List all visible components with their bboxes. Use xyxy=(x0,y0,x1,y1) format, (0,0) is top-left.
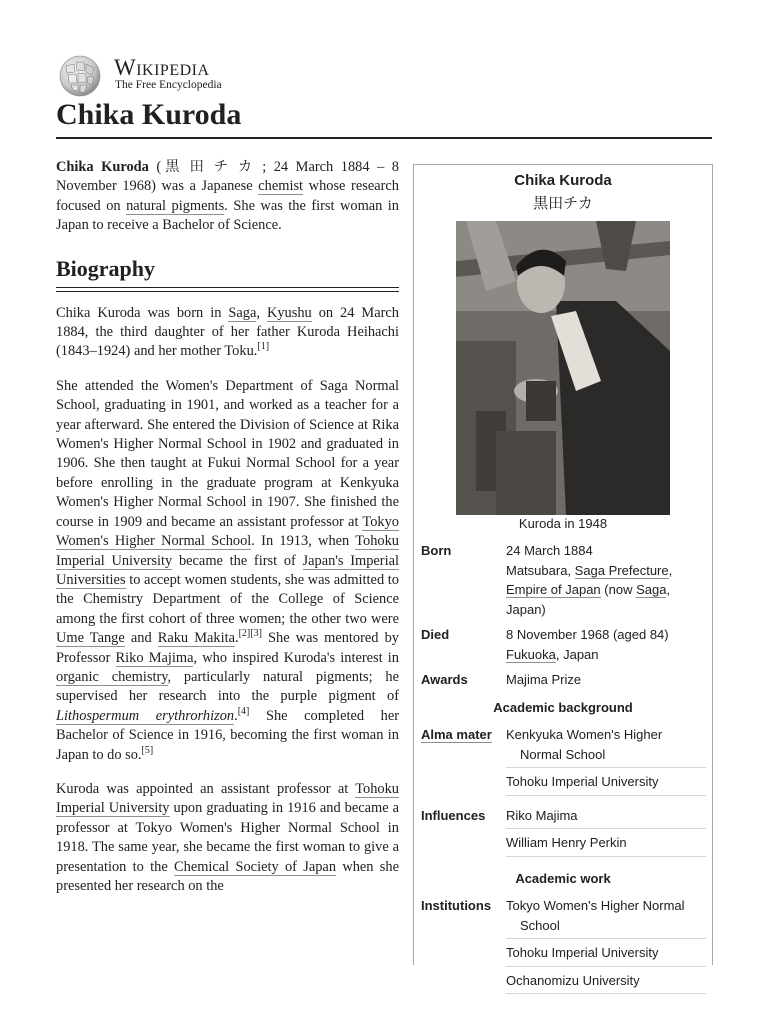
paragraph-text: when she presented her research on the xyxy=(56,858,399,894)
link-saga[interactable]: Saga xyxy=(228,304,257,321)
section-divider xyxy=(56,287,399,292)
lead-text: whose research focused on xyxy=(56,178,399,214)
link-fukuoka[interactable]: Fukuoka xyxy=(506,646,556,662)
native-name: 黒田チカ xyxy=(161,159,263,175)
infobox-label: Awards xyxy=(421,672,468,687)
infobox-section-academic-work: Academic work xyxy=(515,870,611,886)
reference-4[interactable]: [4] xyxy=(237,705,250,717)
infobox-label: Died xyxy=(421,627,450,642)
link-riko-majima[interactable]: Riko Majima xyxy=(506,806,706,830)
title-divider xyxy=(56,137,712,139)
paragraph-text: Kuroda was appointed an assistant professor at xyxy=(56,780,356,797)
lead-text: . She was the first woman in Japan to receive a Bachelor of Science. xyxy=(56,197,400,234)
section-heading-biography: Biography xyxy=(56,255,156,281)
alma-mater-item: Kenkyuka Women's Higher Normal School xyxy=(506,725,706,768)
infobox-value: Majima Prize xyxy=(506,672,582,687)
wikipedia-wordmark[interactable]: Wikipedia xyxy=(114,55,210,80)
paragraph-text: . In 1913, when xyxy=(251,533,356,550)
link-alma-mater[interactable]: Alma mater xyxy=(421,727,492,742)
paragraph-text: She was mentored by Professor xyxy=(56,630,399,666)
value-text: , xyxy=(666,582,671,597)
born-place xyxy=(506,580,706,600)
infobox-label: Born xyxy=(421,543,452,558)
link-empire-of-japan[interactable]: Empire of Japan xyxy=(506,582,601,597)
link-riko-majima[interactable]: Riko Majima xyxy=(115,649,194,666)
infobox-value xyxy=(506,725,712,800)
reference-5[interactable]: [5] xyxy=(141,744,154,756)
died-place xyxy=(506,645,706,665)
wikipedia-globe-logo[interactable] xyxy=(56,54,106,98)
link-tohoku-imperial-university[interactable]: Tohoku Imperial University xyxy=(56,780,399,817)
value-text: Matsubara, xyxy=(506,562,575,578)
value-text: (now xyxy=(600,582,637,597)
link-lithospermum[interactable]: Lithospermum erythrorhizon xyxy=(56,707,235,724)
infobox-row-institutions xyxy=(414,894,712,1002)
link-kyushu[interactable]: Kyushu xyxy=(266,304,312,321)
lead-bold-name: Chika Kuroda xyxy=(56,159,149,175)
paragraph-text: . xyxy=(234,707,238,724)
paragraph-text: , xyxy=(256,304,267,321)
value-text: , Japan xyxy=(555,646,599,662)
article-body xyxy=(56,158,399,911)
paragraph-text: Chika Kuroda was born in xyxy=(56,304,229,321)
reference-2-3[interactable]: [2][3] xyxy=(238,628,262,640)
infobox-name: Chika Kuroda xyxy=(514,172,612,189)
paragraph-text: She completed her Bachelor of Science in 1916, becoming the first woman in Japan to do so. xyxy=(56,707,399,763)
paragraph-text: became the first of xyxy=(172,552,303,569)
link-natural-pigments[interactable]: natural pigments xyxy=(126,197,225,214)
infobox-label: Influences xyxy=(421,807,486,823)
link-saga-prefecture[interactable]: Saga Prefecture xyxy=(574,562,669,578)
reference-1[interactable]: [1] xyxy=(257,341,270,353)
infobox-photo[interactable] xyxy=(456,221,670,515)
biography-paragraph-2 xyxy=(56,377,399,765)
infobox-row-awards xyxy=(414,668,712,694)
link-saga[interactable]: Saga xyxy=(636,582,667,597)
biography-paragraph-3 xyxy=(56,780,399,896)
infobox-value xyxy=(506,896,712,998)
infobox-label xyxy=(414,725,506,800)
paragraph-text: , who inspired Kuroda's interest in xyxy=(193,649,399,666)
link-tokyo-womens-higher-normal-school[interactable]: Tokyo Women's Higher Normal School xyxy=(56,513,399,550)
born-place xyxy=(506,561,706,581)
paragraph-text: and xyxy=(124,630,158,647)
died-date: 8 November 1968 (aged 84) xyxy=(506,627,669,642)
infobox-row-alma-mater xyxy=(414,723,712,804)
infobox-row-born xyxy=(414,539,712,623)
born-place: Japan) xyxy=(506,601,546,617)
infobox-row-influences xyxy=(414,804,712,865)
link-organic-chemistry[interactable]: organic chemistry xyxy=(56,668,168,685)
infobox-native-name: 黒田チカ xyxy=(533,195,593,212)
paragraph-text: She attended the Women's Department of Saga Normal School, graduating in 1901, and worked as a teacher for a year afterward. She entered the Division of Science at Rika Women's Higher Normal School in 1902 and graduated in 1906. She then taught at Fukui Normal School for a year before enrolling in the graduate program at Kenkyuka Women's Higher Normal School in 1907. She finished the course in 1909 and became an assistant professor at xyxy=(56,377,399,530)
infobox xyxy=(413,164,713,988)
link-raku-makita[interactable]: Raku Makita xyxy=(157,630,235,647)
infobox-label: Institutions xyxy=(421,898,492,913)
wikipedia-tagline: The Free Encyclopedia xyxy=(115,79,222,91)
link-william-henry-perkin[interactable]: William Henry Perkin xyxy=(506,833,706,857)
infobox-row-died xyxy=(414,623,712,668)
infobox-value xyxy=(506,625,712,664)
link-chemist[interactable]: chemist xyxy=(258,178,304,195)
link-ochanomizu-university[interactable]: Ochanomizu University xyxy=(506,971,706,995)
infobox-value xyxy=(506,806,712,861)
lead-paragraph xyxy=(56,158,399,236)
link-ume-tange[interactable]: Ume Tange xyxy=(56,630,125,647)
link-chemical-society-of-japan[interactable]: Chemical Society of Japan xyxy=(174,858,337,875)
biography-paragraph-1 xyxy=(56,304,399,362)
infobox-photo-caption: Kuroda in 1948 xyxy=(518,516,608,531)
alma-mater-item: Tohoku Imperial University xyxy=(506,772,706,796)
institution-item: Tohoku Imperial University xyxy=(506,943,706,967)
paragraph-text: upon graduating in 1916 and became a professor at Tokyo Women's Higher Normal School in 1918. The same year, she became the first woman to give a presentation to the xyxy=(56,800,399,875)
infobox-section-academic-background: Academic background xyxy=(493,699,633,715)
lead-text: ; 24 March 1884 – 8 November 1968) was a Japanese xyxy=(56,159,400,195)
value-text: , xyxy=(668,562,673,578)
infobox-value xyxy=(506,541,712,619)
link-tohoku-imperial-university[interactable]: Tohoku Imperial University xyxy=(56,533,399,569)
paragraph-text: , particularly natural pigments; he supervised her research into the purple pigment of xyxy=(56,668,399,705)
paragraph-text: . xyxy=(234,630,239,647)
link-tokyo-womens-higher-normal-school[interactable]: Tokyo Women's Higher Normal School xyxy=(506,896,706,939)
link-imperial-universities[interactable]: Japan's Imperial Universities xyxy=(56,552,399,588)
born-date: 24 March 1884 xyxy=(506,543,593,558)
page-title: Chika Kuroda xyxy=(56,98,242,131)
lead-text: ( xyxy=(148,159,162,175)
paragraph-text: on 24 March 1884, the third daughter of her father Kuroda Heihachi (1843–1924) and her mother Toku. xyxy=(56,304,399,360)
paragraph-text: to accept women students, she was admitted to the Chemistry Department of the College of Science among the first cohort of three women; the other two were xyxy=(56,571,399,627)
